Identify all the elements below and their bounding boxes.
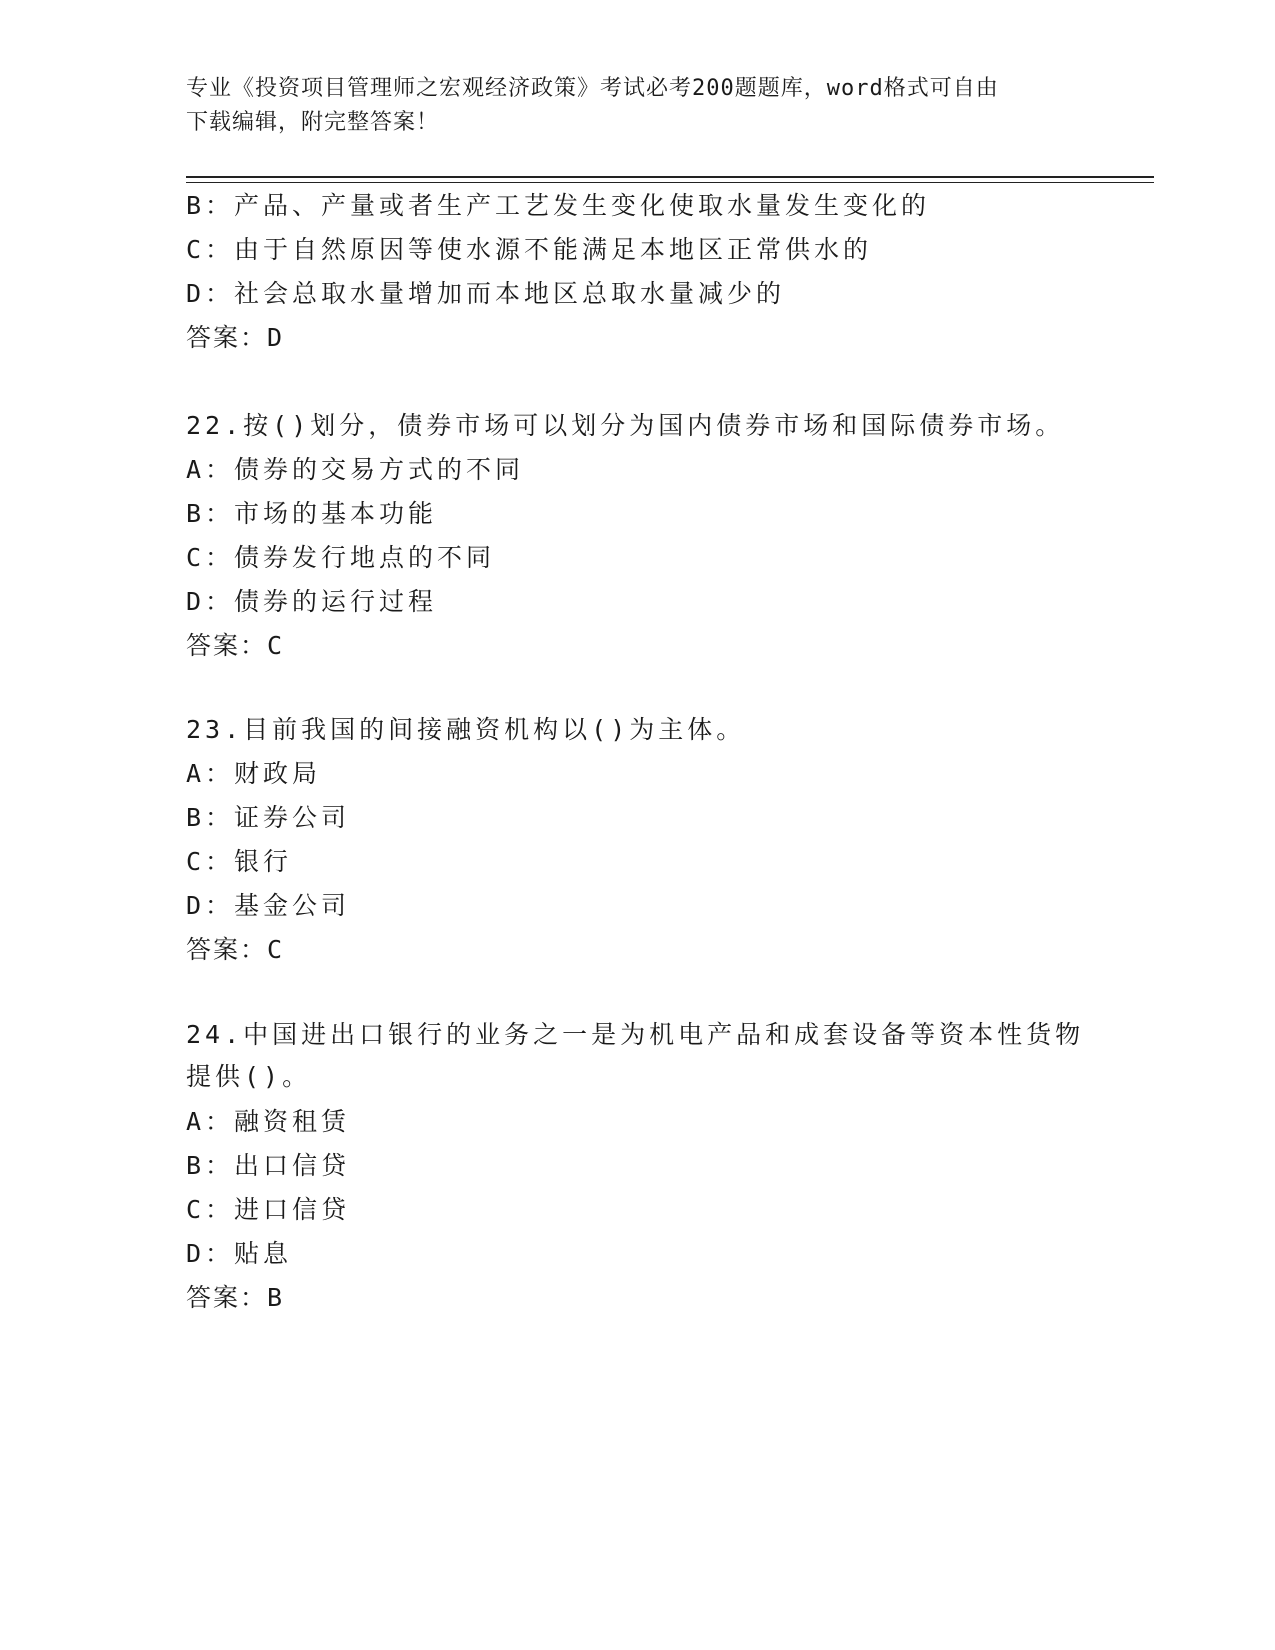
q24-option-c: C：进口信贷 [186,1195,351,1224]
header-divider-thin [186,182,1154,183]
prev-option-c: C：由于自然原因等使水源不能满足本地区正常供水的 [186,235,873,264]
q22-stem: 22.按()划分，债券市场可以划分为国内债券市场和国际债券市场。 [186,411,1065,440]
q24-answer: 答案：B [186,1283,285,1312]
q23-option-c: C：银行 [186,847,293,876]
q23-option-b: B：证券公司 [186,803,351,832]
header-line-1: 专业《投资项目管理师之宏观经济政策》考试必考200题题库，word格式可自由 [186,76,999,101]
q23-answer: 答案：C [186,935,285,964]
prev-option-d: D：社会总取水量增加而本地区总取水量减少的 [186,279,786,308]
q22-answer: 答案：C [186,631,285,660]
q22-option-c: C：债券发行地点的不同 [186,543,496,572]
q23-option-a: A：财政局 [186,759,322,788]
q24-stem-line-2: 提供()。 [186,1062,312,1091]
q22-option-a: A：债券的交易方式的不同 [186,455,525,484]
header-divider [186,176,1154,178]
prev-option-b: B：产品、产量或者生产工艺发生变化使取水量发生变化的 [186,191,931,220]
q24-stem-line-1: 24.中国进出口银行的业务之一是为机电产品和成套设备等资本性货物 [186,1020,1085,1049]
q24-option-b: B：出口信贷 [186,1151,351,1180]
document-header [186,72,1066,140]
q22-option-b: B：市场的基本功能 [186,499,438,528]
q24-option-d: D：贴息 [186,1239,293,1268]
q23-stem: 23.目前我国的间接融资机构以()为主体。 [186,715,746,744]
header-line-2: 下载编辑，附完整答案！ [186,110,440,135]
q24-option-a: A：融资租赁 [186,1107,351,1136]
q22-option-d: D：债券的运行过程 [186,587,438,616]
prev-answer: 答案：D [186,323,285,352]
q23-option-d: D：基金公司 [186,891,351,920]
